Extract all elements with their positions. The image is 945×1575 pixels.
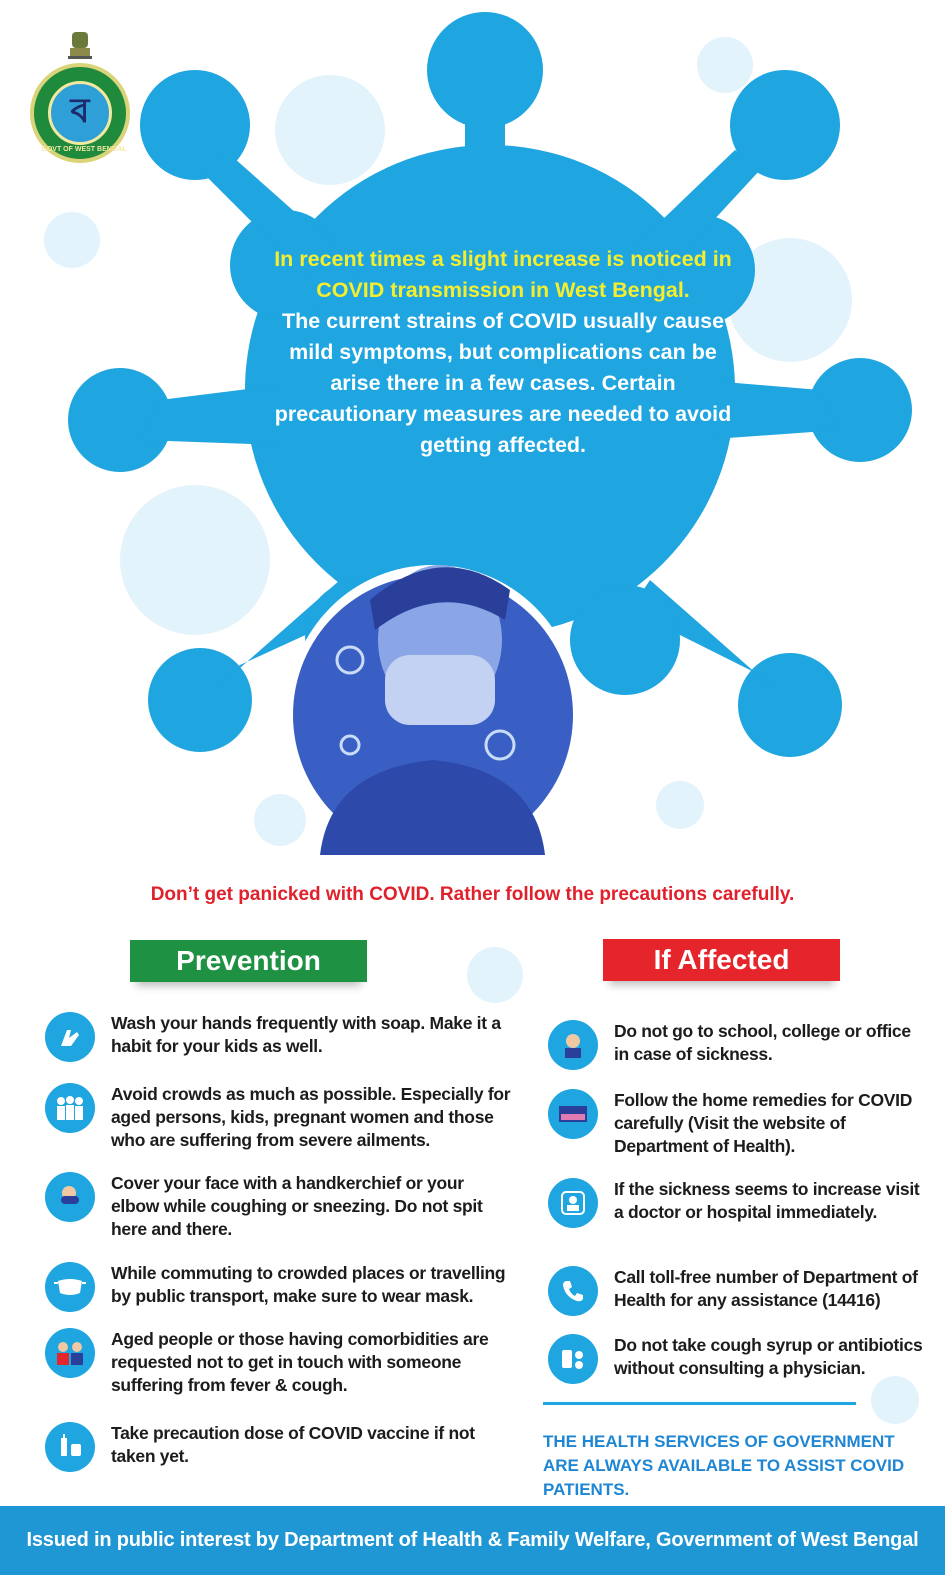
affected-text: Follow the home remedies for COVID carefully (Visit the website of Department of Health).	[614, 1090, 913, 1156]
prevention-item	[45, 1172, 515, 1241]
mask-icon	[45, 1262, 95, 1312]
affected-item	[548, 1334, 928, 1384]
govt-logo	[30, 28, 140, 163]
prevention-text: Wash your hands frequently with soap. Make it a habit for your kids as well.	[111, 1013, 501, 1056]
divider	[543, 1402, 856, 1405]
seal-glyph: ব	[48, 81, 112, 145]
intro-text	[268, 244, 738, 461]
prevention-heading: Prevention	[130, 940, 367, 982]
tagline: Don’t get panicked with COVID. Rather follow the precautions carefully.	[150, 884, 795, 905]
crowd-icon	[45, 1083, 95, 1133]
affected-item	[548, 1089, 928, 1158]
seal-text: GOVT OF WEST BENGAL	[41, 146, 127, 153]
prevention-text: While commuting to crowded places or travelling by public transport, make sure to wear mask.	[111, 1263, 506, 1306]
prevention-text: Take precaution dose of COVID vaccine if not taken yet.	[111, 1423, 475, 1466]
prevention-item	[45, 1012, 515, 1062]
cough-cover-icon	[45, 1172, 95, 1222]
affected-item	[548, 1266, 928, 1316]
affected-text: If the sickness seems to increase visit a doctor or hospital immediately.	[614, 1179, 920, 1222]
footer-banner: Issued in public interest by Department of Health & Family Welfare, Government of West Bengal	[0, 1506, 945, 1575]
intro-body: The current strains of COVID usually cause mild symptoms, but complications can be arise there in a few cases. Certain precautionary measures are needed to avoid getting affected.	[274, 309, 732, 457]
phone-icon	[548, 1266, 598, 1316]
elderly-contact-icon	[45, 1328, 95, 1378]
assist-text: THE HEALTH SERVICES OF GOVERNMENT ARE ALWAYS AVAILABLE TO ASSIST COVID PATIENTS.	[543, 1432, 905, 1499]
doctor-icon	[548, 1178, 598, 1228]
prevention-text: Avoid crowds as much as possible. Especially for aged persons, kids, pregnant women and those who are suffering from severe ailments.	[111, 1084, 511, 1150]
prevention-item	[45, 1328, 515, 1397]
affected-item	[548, 1020, 928, 1070]
affected-text: Do not go to school, college or office in case of sickness.	[614, 1021, 911, 1064]
vaccine-icon	[45, 1422, 95, 1472]
sick-person-icon	[548, 1020, 598, 1070]
ashoka-emblem-icon	[66, 28, 94, 62]
prevention-item	[45, 1422, 515, 1472]
prevention-item	[45, 1262, 515, 1312]
intro-highlight: In recent times a slight increase is noticed in COVID transmission in West Bengal.	[274, 247, 732, 302]
affected-text: Call toll-free number of Department of Health for any assistance (14416)	[614, 1267, 918, 1310]
prevention-item	[45, 1083, 515, 1152]
affected-item	[548, 1178, 928, 1228]
medicine-icon	[548, 1334, 598, 1384]
prevention-text: Cover your face with a handkerchief or your elbow while coughing or sneezing. Do not spit here and there.	[111, 1173, 483, 1239]
affected-text: Do not take cough syrup or antibiotics without consulting a physician.	[614, 1335, 923, 1378]
affected-heading: If Affected	[603, 939, 840, 981]
hand-washing-icon	[45, 1012, 95, 1062]
prevention-text: Aged people or those having comorbidities are requested not to get in touch with someone suffering from fever & cough.	[111, 1329, 489, 1395]
home-rest-icon	[548, 1089, 598, 1139]
